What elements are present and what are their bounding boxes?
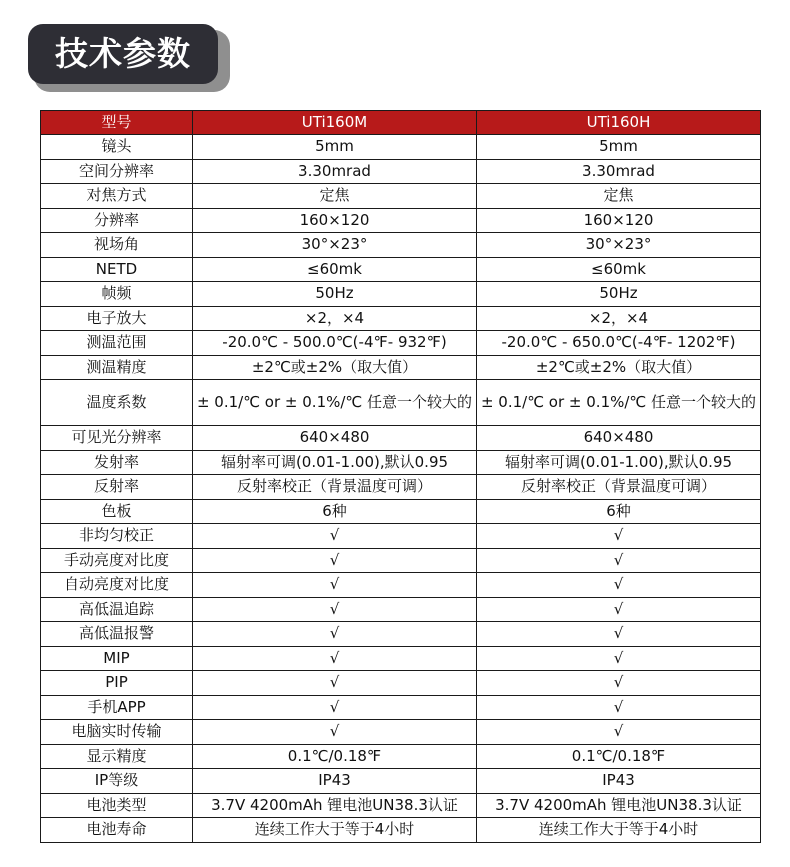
table-row [41,671,761,696]
param-label-cell: NETD [41,257,193,282]
uti160m-value-cell: 0.1℃/0.18℉ [193,744,477,769]
param-label-cell: 温度系数 [41,380,193,426]
uti160h-value-cell: 3.30mrad [477,159,761,184]
table-row [41,306,761,331]
param-label-cell: 电池寿命 [41,818,193,843]
table-row [41,355,761,380]
uti160m-value-cell: 反射率校正（背景温度可调） [193,475,477,500]
uti160h-value-cell: IP43 [477,769,761,794]
uti160h-value-cell: ≤60mk [477,257,761,282]
table-row [41,380,761,426]
param-label-cell: 视场角 [41,233,193,258]
table-row [41,720,761,745]
param-label-cell: 高低温追踪 [41,597,193,622]
param-label-cell: 电子放大 [41,306,193,331]
uti160h-value-cell: 辐射率可调(0.01-1.00),默认0.95 [477,450,761,475]
uti160h-value-cell: √ [477,524,761,549]
uti160m-value-cell: 3.7V 4200mAh 锂电池UN38.3认证 [193,793,477,818]
param-label-cell: 高低温报警 [41,622,193,647]
uti160m-value-cell: 160×120 [193,208,477,233]
uti160h-value-cell: √ [477,622,761,647]
table-row [41,818,761,843]
param-label-cell: 测温范围 [41,331,193,356]
table-row [41,257,761,282]
uti160h-value-cell: 定焦 [477,184,761,209]
uti160h-value-cell: 3.7V 4200mAh 锂电池UN38.3认证 [477,793,761,818]
table-row [41,622,761,647]
uti160h-value-cell: 连续工作大于等于4小时 [477,818,761,843]
header-model: 型号 [41,111,193,135]
uti160h-value-cell: -20.0℃ - 650.0℃(-4℉- 1202℉) [477,331,761,356]
uti160m-value-cell: √ [193,548,477,573]
table-row [41,524,761,549]
param-label-cell: 非均匀校正 [41,524,193,549]
table-row [41,597,761,622]
table-header-row [41,111,761,135]
table-row [41,548,761,573]
uti160h-value-cell: 5mm [477,135,761,160]
uti160m-value-cell: 连续工作大于等于4小时 [193,818,477,843]
param-label-cell: 反射率 [41,475,193,500]
uti160m-value-cell: 640×480 [193,426,477,451]
param-label-cell: 手动亮度对比度 [41,548,193,573]
table-row [41,184,761,209]
table-row [41,475,761,500]
uti160m-value-cell: 5mm [193,135,477,160]
table-row [41,573,761,598]
uti160m-value-cell: ≤60mk [193,257,477,282]
table-row [41,233,761,258]
uti160h-value-cell: √ [477,695,761,720]
table-row [41,331,761,356]
uti160m-value-cell: √ [193,573,477,598]
uti160m-value-cell: √ [193,695,477,720]
uti160m-value-cell: √ [193,622,477,647]
table-row [41,793,761,818]
uti160h-value-cell: 30°×23° [477,233,761,258]
param-label-cell: 发射率 [41,450,193,475]
uti160m-value-cell: √ [193,646,477,671]
table-row [41,426,761,451]
uti160h-value-cell: √ [477,646,761,671]
header-uti160m: UTi160M [193,111,477,135]
uti160m-value-cell: ±2℃或±2%（取大值） [193,355,477,380]
param-label-cell: 手机APP [41,695,193,720]
uti160m-value-cell: √ [193,671,477,696]
param-label-cell: PIP [41,671,193,696]
uti160h-value-cell: √ [477,720,761,745]
param-label-cell: 分辨率 [41,208,193,233]
uti160h-value-cell: 160×120 [477,208,761,233]
param-label-cell: IP等级 [41,769,193,794]
uti160h-value-cell: √ [477,597,761,622]
uti160m-value-cell: ± 0.1/℃ or ± 0.1%/℃ 任意一个较大的 [193,380,477,426]
table-row [41,695,761,720]
uti160h-value-cell: √ [477,671,761,696]
table-row [41,769,761,794]
uti160h-value-cell: 反射率校正（背景温度可调） [477,475,761,500]
param-label-cell: 自动亮度对比度 [41,573,193,598]
uti160m-value-cell: 3.30mrad [193,159,477,184]
uti160h-value-cell: 6种 [477,499,761,524]
param-label-cell: 测温精度 [41,355,193,380]
uti160h-value-cell: √ [477,573,761,598]
param-label-cell: 镜头 [41,135,193,160]
uti160h-value-cell: ±2℃或±2%（取大值） [477,355,761,380]
uti160m-value-cell: IP43 [193,769,477,794]
uti160m-value-cell: ×2，×4 [193,306,477,331]
spec-table-body [41,135,761,843]
spec-table [40,110,761,843]
table-row [41,159,761,184]
header-uti160h: UTi160H [477,111,761,135]
uti160m-value-cell: 定焦 [193,184,477,209]
page-title: 技术参数 [28,24,218,84]
param-label-cell: 可见光分辨率 [41,426,193,451]
param-label-cell: 帧频 [41,282,193,307]
param-label-cell: MIP [41,646,193,671]
table-row [41,450,761,475]
uti160h-value-cell: 50Hz [477,282,761,307]
uti160h-value-cell: ×2，×4 [477,306,761,331]
uti160h-value-cell: √ [477,548,761,573]
table-row [41,646,761,671]
param-label-cell: 显示精度 [41,744,193,769]
table-row [41,744,761,769]
uti160m-value-cell: √ [193,524,477,549]
uti160m-value-cell: 6种 [193,499,477,524]
param-label-cell: 空间分辨率 [41,159,193,184]
table-row [41,282,761,307]
param-label-cell: 色板 [41,499,193,524]
uti160h-value-cell: ± 0.1/℃ or ± 0.1%/℃ 任意一个较大的 [477,380,761,426]
param-label-cell: 对焦方式 [41,184,193,209]
table-row [41,208,761,233]
uti160h-value-cell: 0.1℃/0.18℉ [477,744,761,769]
uti160m-value-cell: -20.0℃ - 500.0℃(-4℉- 932℉) [193,331,477,356]
uti160h-value-cell: 640×480 [477,426,761,451]
param-label-cell: 电脑实时传输 [41,720,193,745]
table-row [41,135,761,160]
table-row [41,499,761,524]
uti160m-value-cell: 50Hz [193,282,477,307]
uti160m-value-cell: √ [193,597,477,622]
uti160m-value-cell: √ [193,720,477,745]
uti160m-value-cell: 30°×23° [193,233,477,258]
param-label-cell: 电池类型 [41,793,193,818]
uti160m-value-cell: 辐射率可调(0.01-1.00),默认0.95 [193,450,477,475]
